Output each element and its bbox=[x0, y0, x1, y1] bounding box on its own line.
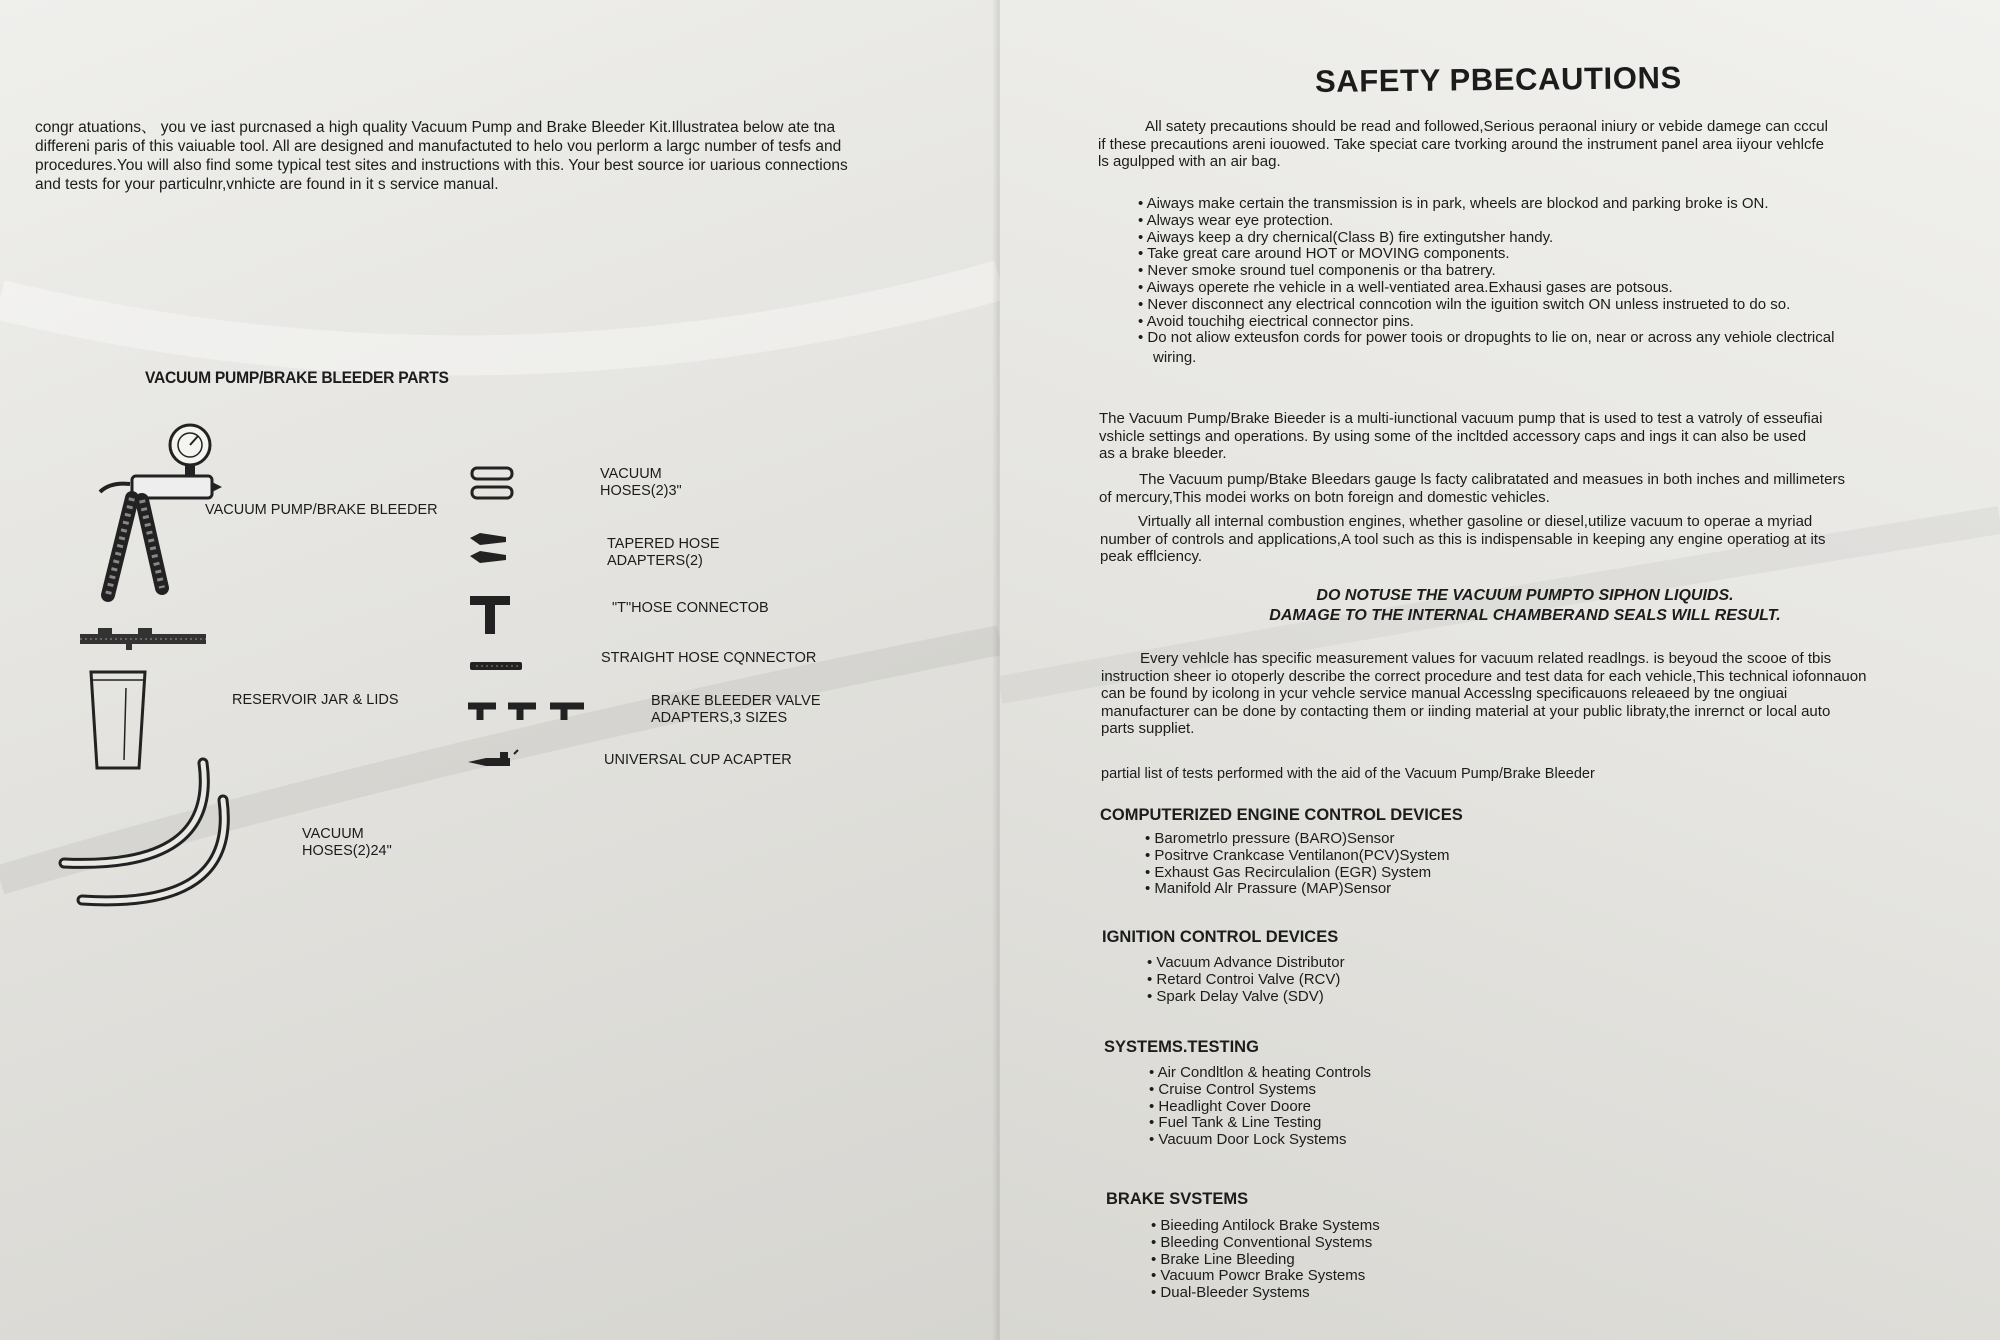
test-item: • Positrve Crankcase Ventilanon(PCV)System bbox=[1145, 848, 1450, 865]
pump-label: VACUUM PUMP/BRAKE BLEEDER bbox=[205, 502, 438, 518]
siphon-warning-line: DO NOTUSE THE VACUUM PUMPTO SIPHON LIQUIDS. bbox=[1316, 587, 1734, 604]
bleeder-valve-label-line: BRAKE BLEEDER VALVE bbox=[651, 693, 821, 709]
engine-control-list bbox=[1145, 831, 1450, 898]
reservoir-jar-illustration bbox=[88, 668, 148, 773]
test-item: • Exhaust Gas Recirculalion (EGR) System bbox=[1145, 865, 1450, 882]
precautions-intro-line: ls agulpped with an air bag. bbox=[1098, 153, 1281, 170]
safety-bullet: • Take great care around HOT or MOVING components. bbox=[1138, 246, 1834, 263]
intro-paragraph bbox=[35, 118, 915, 194]
straight-connector-label: STRAIGHT HOSE CQNNECTOR bbox=[601, 650, 817, 666]
tapered-label-line: ADAPTERS(2) bbox=[607, 553, 703, 569]
straight-hose-connector-illustration bbox=[468, 660, 524, 672]
siphon-warning-line: DAMAGE TO THE INTERNAL CHAMBERAND SEALS WILL RESULT. bbox=[1269, 607, 1781, 624]
precautions-intro bbox=[1098, 118, 1828, 171]
safety-bullet-list bbox=[1138, 196, 1834, 347]
test-item: • Manifold Alr Prassure (MAP)Sensor bbox=[1145, 881, 1450, 898]
engines-line: Virtually all internal combustion engines, whether gasoline or diesel,utilize vacuum to operae a myriad bbox=[1138, 513, 1813, 530]
test-item: • Headlight Cover Doore bbox=[1149, 1099, 1371, 1116]
cup-adapter-label: UNIVERSAL CUP ACAPTER bbox=[604, 752, 792, 768]
brake-bleeder-valve-adapters-illustration bbox=[466, 700, 590, 724]
ignition-list bbox=[1147, 955, 1345, 1005]
hoses-24-label-line: HOSES(2)24" bbox=[302, 843, 392, 859]
test-item: • Vacuum Powcr Brake Systems bbox=[1151, 1268, 1380, 1285]
safety-bullet: • Do not aliow exteusfon cords for power toois or dropughts to lie on, near or across any vehiole clectrical bbox=[1138, 330, 1834, 347]
gauge-line: The Vacuum pump/Btake Bleedars gauge ls facty calibratated and measues in both inches and millimeters bbox=[1139, 471, 1845, 488]
systems-testing-list bbox=[1149, 1065, 1371, 1149]
engines-line: number of controls and applications,A tool such as this is indispensable in keeping any engine operatiog at its bbox=[1100, 530, 1826, 548]
measurement-line: Every vehlcle has specific measurement values for vacuum related readlngs. is beyoud the scooe of tbis bbox=[1140, 650, 1832, 667]
test-item: • Cruise Control Systems bbox=[1149, 1082, 1371, 1099]
test-item: • Vacuum Advance Distributor bbox=[1147, 955, 1345, 972]
measurement-line: parts suppliet. bbox=[1101, 720, 1195, 737]
tapered-label bbox=[607, 536, 720, 570]
tapered-label-line: TAPERED HOSE bbox=[607, 536, 720, 552]
section-heading-ignition: IGNITION CONTROL DEVICES bbox=[1102, 928, 1339, 946]
test-item: • Bleeding Conventional Systems bbox=[1151, 1235, 1380, 1252]
test-item: • Spark Delay Valve (SDV) bbox=[1147, 989, 1345, 1006]
safety-title: SAFETY PBECAUTIONS bbox=[1314, 60, 1682, 99]
safety-bullet: • Aiways keep a dry chernical(Class B) fire extingutsher handy. bbox=[1138, 230, 1834, 247]
section-heading-brake-systems: BRAKE SVSTEMS bbox=[1106, 1190, 1249, 1208]
safety-bullet: • Always wear eye protection. bbox=[1138, 213, 1834, 230]
description-line: as a brake bleeder. bbox=[1099, 445, 1227, 462]
siphon-warning bbox=[1225, 586, 1825, 626]
intro-line: congr atuations、 you ve iast purcnased a high quality Vacuum Pump and Brake Bleeder Kit.Illustratea below ate tna bbox=[35, 119, 836, 136]
hoses-24-label-line: VACUUM bbox=[302, 826, 364, 842]
universal-cup-adapter-illustration bbox=[466, 750, 532, 772]
description-line: vshicle settings and operations. By using some of the incltded accessory caps and ings it can also be used bbox=[1099, 427, 1807, 445]
test-item: • Brake Line Bleeding bbox=[1151, 1252, 1380, 1269]
t-hose-connector-illustration bbox=[468, 592, 512, 636]
safety-bullet: • Aiways operete rhe vehicle in a well-ventiated area.Exhausi gases are potsous. bbox=[1138, 280, 1834, 297]
vacuum-pump-illustration bbox=[70, 420, 220, 610]
safety-bullet: • Never disconnect any electrical conncotion wiln the iguition switch ON unless instrueted to do so. bbox=[1138, 297, 1834, 314]
engines-line: peak efflciency. bbox=[1100, 548, 1203, 565]
gauge-line: of mercury,This modei works on botn foreign and domestic vehicles. bbox=[1099, 488, 1550, 506]
tapered-hose-adapters-illustration bbox=[468, 530, 510, 570]
intro-line: and tests for your particulnr,vnhicte are found in it s service manual. bbox=[35, 176, 499, 193]
precautions-intro-line: if these precautions areni iouowed. Take speciat care tvorking around the instrument panel area iiyour vehlcfe bbox=[1098, 135, 1824, 153]
intro-line: procedures.You will also find some typical test sites and instructions with this. Your best source ior uarious connections bbox=[35, 157, 848, 174]
description-line: The Vacuum Pump/Brake Bieeder is a multi-iunctional vacuum pump that is used to test a vatroly of esseufiai bbox=[1099, 410, 1823, 427]
safety-bullet: • Never smoke sround tuel componenis or tha batrery. bbox=[1138, 263, 1834, 280]
safety-bullet-continuation: wiring. bbox=[1153, 349, 1197, 366]
measurement-line: manufacturer can be done by contacting them or iinding material at your public libraty,the inrernct or local auto bbox=[1101, 702, 1831, 720]
section-heading-engine-control: COMPUTERIZED ENGINE CONTROL DEVICES bbox=[1100, 806, 1463, 824]
test-item: • Air Condltlon & heating Controls bbox=[1149, 1065, 1371, 1082]
right-page bbox=[1000, 0, 2000, 1340]
measurement-line: instruction sheer io otoperly describe the correct procedure and test data for each vehicle,This technical iofonnauon bbox=[1101, 667, 1867, 685]
t-connector-label: "T"HOSE CONNECTOB bbox=[612, 600, 769, 616]
description-paragraph bbox=[1099, 410, 1822, 463]
engines-paragraph bbox=[1100, 513, 1825, 566]
hoses-3-label-line: HOSES(2)3" bbox=[600, 483, 682, 499]
reservoir-lid-illustration bbox=[78, 628, 208, 650]
safety-bullet: • Aiways make certain the transmission is in park, wheels are blockod and parking broke is ON. bbox=[1138, 196, 1834, 213]
hoses-3-label bbox=[600, 466, 682, 500]
brake-systems-list bbox=[1151, 1218, 1380, 1302]
hoses-24-label bbox=[302, 826, 392, 860]
test-item: • Dual-Bleeder Systems bbox=[1151, 1285, 1380, 1302]
test-item: • Barometrlo pressure (BARO)Sensor bbox=[1145, 831, 1450, 848]
test-item: • Fuel Tank & Line Testing bbox=[1149, 1115, 1371, 1132]
bleeder-valve-label-line: ADAPTERS,3 SIZES bbox=[651, 710, 788, 726]
precautions-intro-line: All satety precautions should be read and followed,Serious peraonal iniury or vebide damege can cccul bbox=[1145, 118, 1828, 135]
vacuum-hoses-24-illustration bbox=[58, 760, 238, 935]
section-heading-systems-testing: SYSTEMS.TESTING bbox=[1104, 1038, 1259, 1056]
bleeder-valve-label bbox=[651, 693, 821, 727]
test-item: • Retard Controi Valve (RCV) bbox=[1147, 972, 1345, 989]
test-item: • Vacuum Door Lock Systems bbox=[1149, 1132, 1371, 1149]
intro-line: differeni paris of this vaiuable tool. All are designed and manufactuted to helo vou perlorm a largc number of tesfs and bbox=[35, 138, 842, 155]
safety-bullet: • Avoid touchihg eiectrical connector pins. bbox=[1138, 314, 1834, 331]
partial-list-caption: partial list of tests performed with the aid of the Vacuum Pump/Brake Bleeder bbox=[1101, 766, 1595, 782]
parts-title: VACUUM PUMP/BRAKE BLEEDER PARTS bbox=[145, 368, 449, 387]
reservoir-label: RESERVOIR JAR & LIDS bbox=[232, 692, 399, 708]
hoses-3-label-line: VACUUM bbox=[600, 466, 662, 482]
gauge-paragraph bbox=[1099, 471, 1845, 506]
test-item: • Bieeding Antilock Brake Systems bbox=[1151, 1218, 1380, 1235]
measurement-line: can be found by icolong in ycur vehcle service manual Accesslng specificauons releaeed by tne ongiuai bbox=[1101, 685, 1788, 702]
vacuum-hoses-3-illustration bbox=[470, 466, 516, 502]
measurement-paragraph bbox=[1101, 650, 1866, 738]
